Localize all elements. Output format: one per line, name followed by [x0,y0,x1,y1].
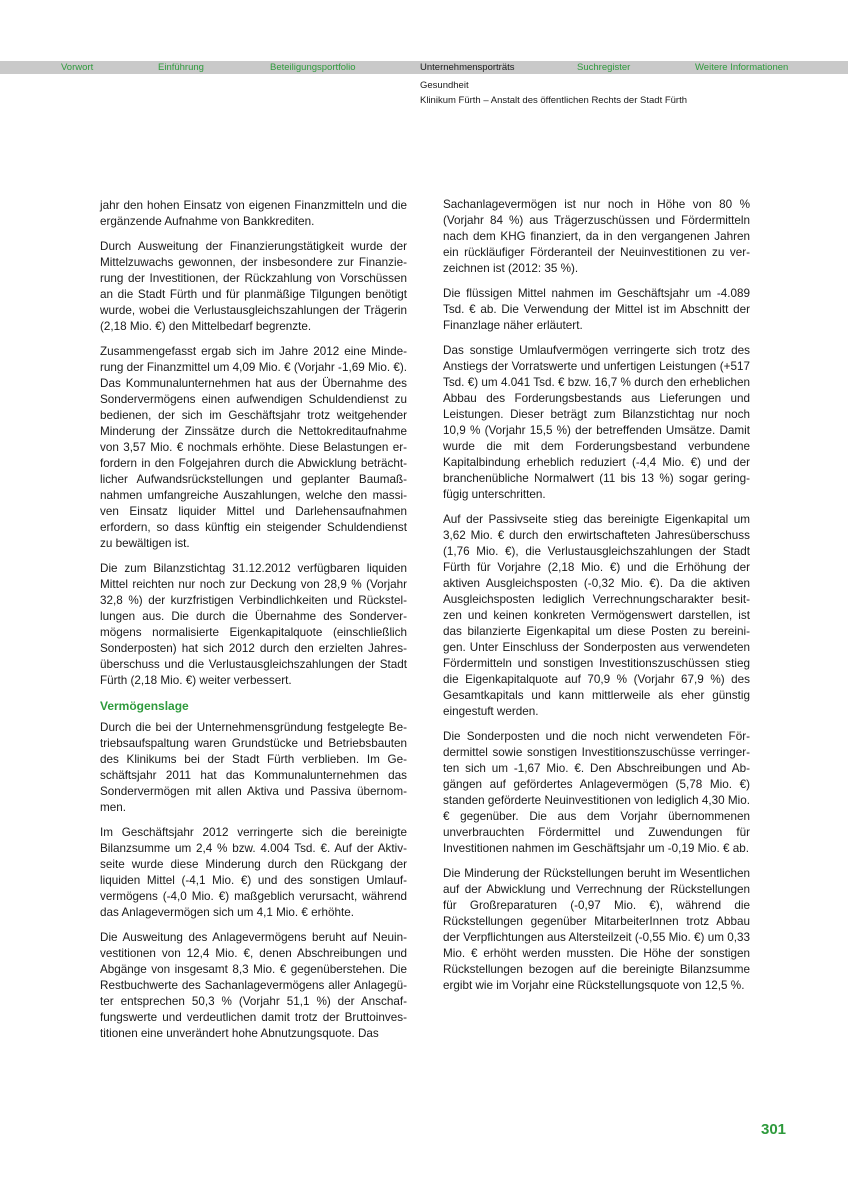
paragraph: Zusammengefasst ergab sich im Jahre 2012 eine Minderung der Finanzmittel um 4,09 Mio. € (Vorjahr -1,69 Mio. €). Das Kommunalunternehmen hat aus der Übernahme des Sondervermögens einen aufwendigen Schuldendienst zu bedienen, der sich im Geschäftsjahr trotz weitgehender Minderung der Zinssätze durch die Nettokreditaufnahme von 3,57 Mio. € nochmals erhöhte. Diese Belastungen erfordern in den Folgejahren durch die Abwicklung beträchtlicher Aufwandsrückstellungen und geplanter Baumaßnahmen umfangreiche Auszahlungen, welche den massiven Einsatz liquider Mittel und Darlehensaufnahmen erfordern, so dass künftig ein steigender Schuldendienst zu bewältigen ist. [100,345,407,550]
paragraph: Durch Ausweitung der Finanzierungstätigkeit wurde der Mittelzuwachs gewonnen, der insbesondere zur Finanzierung der Investitionen, der Rückzahlung von Vorschüssen an die Stadt Fürth und für planmäßige Tilgungen benötigt wurde, wobei die Verlustausgleichszahlungen der Trägerin (2,18 Mio. €) den Mittelbedarf begrenzte. [100,240,407,333]
page-number: 301 [761,1121,787,1138]
nav-item-weitere-informationen[interactable]: Weitere Informationen [695,62,789,73]
paragraph: Im Geschäftsjahr 2012 verringerte sich die bereinigte Bilanzsumme um 2,4 % bzw. 4.004 Tsd. €. Auf der Aktivseite wurde diese Minderung durch den Rückgang der liquiden Mittel (-4,1 Mio. €) und des sonstigen Umlaufvermögens (-4,0 Mio. €) maßgeblich verursacht, während das Anlagevermögen sich um 4,1 Mio. € erhöhte. [100,826,407,919]
paragraph: Das sonstige Umlaufvermögen verringerte sich trotz des Anstiegs der Vorratswerte und unfertigen Leistungen (+517 Tsd. €) um 4.041 Tsd. € bzw. 16,7 % durch den erheblichen Abbau des Forderungsbestands aus Lieferungen und Leistungen. Dieser beträgt zum Bilanzstichtag nur noch 10,9 % (Vorjahr 15,5 %) der betreffenden Umsätze. Damit wurde die mit dem Forderungsbestand verbundene Kapitalbindung erheblich reduziert (-4,4 Mio. €) und der branchenübliche Normalwert (11 bis 13 %) sogar geringfügig unterschritten. [443,344,750,501]
paragraph: Die Minderung der Rückstellungen beruht im Wesentlichen auf der Abwicklung und Verrechnung der Rückstellungen für Großreparaturen (-0,97 Mio. €), während die Rückstellungen gegenüber MitarbeiterInnen trotz Abbau der Verpflichtungen aus Altersteilzeit (-0,55 Mio. €) um 0,33 Mio. € erhöht werden mussten. Die Höhe der sonstigen Rückstellungen bezogen auf die bereinigte Bilanzsumme ergibt wie im Vorjahr eine Rückstellungsquote von 12,5 %. [443,867,750,992]
paragraph: Die flüssigen Mittel nahmen im Geschäftsjahr um -4.089 Tsd. € ab. Die Verwendung der Mittel ist im Abschnitt der Finanzlage näher erläutert. [443,287,750,332]
paragraph: jahr den hohen Einsatz von eigenen Finanzmitteln und die ergänzende Aufnahme von Bankkrediten. [100,199,407,228]
nav-item-vorwort[interactable]: Vorwort [61,62,94,73]
nav-item-suchregister[interactable]: Suchregister [577,62,631,73]
page-subtitle: Klinikum Fürth – Anstalt des öffentlichen Rechts der Stadt Fürth [420,95,688,106]
left-text-column [100,198,407,1042]
section-label: Gesundheit [420,80,469,91]
paragraph: Durch die bei der Unternehmensgründung festgelegte Betriebsaufspaltung waren Grundstücke und Betriebsbauten des Klinikums bei der Stadt Fürth verblieben. Im Geschäftsjahr 2011 hat das Kommunalunternehmen das Sondervermögen mit allen Aktiva und Passiva übernommen. [100,721,407,814]
nav-item-unternehmensportraets[interactable]: Unternehmensporträts [420,62,515,73]
paragraph: Die Ausweitung des Anlagevermögens beruht auf Neuinvestitionen von 12,4 Mio. €, denen Abschreibungen und Abgänge von insgesamt 8,3 Mio. € gegenüberstehen. Die Restbuchwerte des Sachanlagevermögens aller Anlagegüter entsprechen 50,3 % (Vorjahr 51,1 %) der Anschaffungswerte und verdeutlichen damit trotz der Bruttoinvestitionen eine unverändert hohe Abnutzungsquote. Das [100,931,407,1040]
right-text-column [443,197,750,994]
paragraph: Die Sonderposten und die noch nicht verwendeten Fördermittel sowie sonstigen Investitionszuschüsse verringerten sich um -1,67 Mio. €. Den Abschreibungen und Abgängen auf gefördertes Anlagevermögen (5,78 Mio. €) standen geförderte Neuinvestitionen von lediglich 4,30 Mio. € gegenüber. Die aus dem Vorjahr übernommenen unverbrauchten Fördermittel und Zuwendungen für Investitionen nahmen im Geschäftsjahr um -0,19 Mio. € ab. [443,730,750,855]
section-heading-vermoegenslage: Vermögenslage [100,699,189,713]
paragraph: Sachanlagevermögen ist nur noch in Höhe von 80 % (Vorjahr 84 %) aus Trägerzuschüssen und Fördermitteln nach dem KHG finanziert, da in den vergangenen Jahren ein rückläufiger Förderanteil der Neuinvestitionen zu verzeichnen ist (2012: 35 %). [443,198,750,275]
nav-item-einfuehrung[interactable]: Einführung [158,62,204,73]
paragraph: Die zum Bilanzstichtag 31.12.2012 verfügbaren liquiden Mittel reichten nur noch zur Deckung von 28,9 % (Vorjahr 32,8 %) der kurzfristigen Verbindlichkeiten und Rückstellungen aus. Die durch die Übernahme des Sondervermögens normalisierte Eigenkapitalquote (einschließlich Sonderposten) hat sich 2012 durch den erzielten Jahresüberschuss und die Verlustausgleichszahlungen der Stadt Fürth (2,18 Mio. €) weiter verbessert. [100,562,407,687]
top-navigation-bar [0,61,848,74]
nav-item-beteiligungsportfolio[interactable]: Beteiligungsportfolio [270,62,356,73]
paragraph: Auf der Passivseite stieg das bereinigte Eigenkapital um 3,62 Mio. € durch den erwirtschafteten Jahresüberschuss (1,76 Mio. €), die Verlustausgleichszahlungen der Stadt Fürth für Vorjahre (2,18 Mio. €) und die Erhöhung der aktiven Ausgleichsposten (-0,32 Mio. €). Da die aktiven Ausgleichsposten lediglich Verrechnungscharakter besitzen und keinen konkreten Vermögenswert darstellen, ist das bilanzierte Eigenkapital um diese Posten zu bereinigen. Unter Einschluss der Sonderposten aus verwendeten Fördermitteln und sonstigen Investitionszuschüssen stieg die Eigenkapitalquote auf 70,9 % (Vorjahr 67,9 %) des Gesamtkapitals und kann mittlerweile als eher günstig eingestuft werden. [443,513,750,718]
